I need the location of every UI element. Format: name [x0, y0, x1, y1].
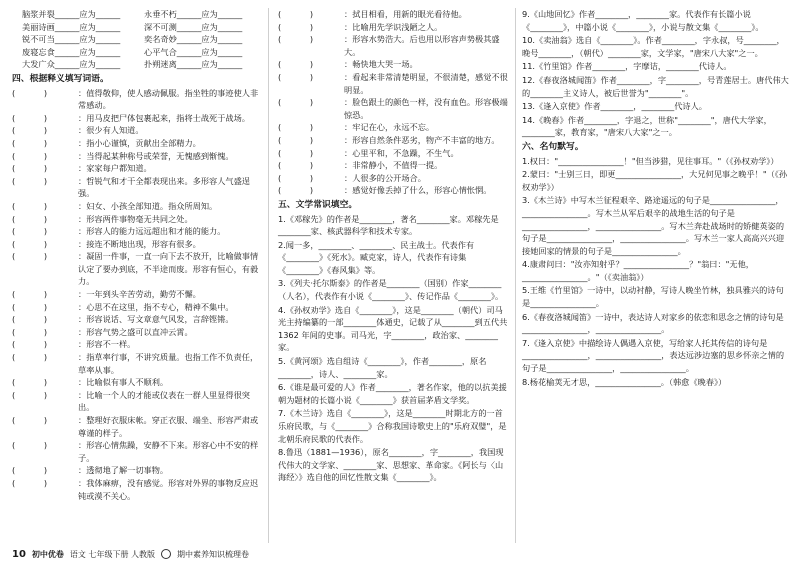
- column-divider: [515, 8, 516, 543]
- definition-text: ：透彻地了解一切事物。: [78, 465, 169, 476]
- dictation-item: 5.王维《竹里馆》一诗中，以动衬静，写诗人晚坐竹林，独具雅兴的诗句是________________。: [522, 285, 784, 309]
- answer-blank[interactable]: ( ): [12, 389, 48, 400]
- answer-blank[interactable]: ( ): [278, 59, 314, 70]
- definition-item: [12, 112, 260, 125]
- definition-item: [12, 175, 260, 200]
- definition-text: ：值得敬仰，使人感动佩服。指坐牲的事迹使人非常感动。: [78, 87, 259, 111]
- definition-text: ：接连不断地出现，形容有很多。: [78, 238, 201, 249]
- question-item: 8.鲁迅（1881—1936），原名________，字________，我国现代伟大的文学家、________家、思想家、革命家。《阿长与〈山海经〉》选自他的回忆性散文集《________》。: [278, 447, 504, 483]
- definition-item: [12, 464, 260, 477]
- definition-item: [12, 150, 260, 163]
- definition-text: ：看起来非常清楚明显，不很清楚，感觉不很明显。: [344, 71, 508, 95]
- book-info: 语文 七年级下册 人教版: [69, 549, 156, 559]
- definition-item: [12, 313, 260, 326]
- answer-blank[interactable]: ( ): [12, 251, 48, 262]
- answer-blank[interactable]: ( ): [12, 415, 48, 425]
- answer-blank[interactable]: ( ): [278, 160, 314, 171]
- pair-left: 脑浆并裂______应为______: [22, 9, 121, 19]
- definition-text: ：心里平和，不急躁，不生气。: [344, 147, 459, 158]
- definition-text: ：拭目相看，用新的眼光看待他。: [344, 9, 467, 19]
- definition-item: [278, 159, 510, 172]
- answer-blank[interactable]: ( ): [12, 440, 48, 451]
- question-item: 3.《列夫·托尔斯泰》的作者是________（国别）作家________（人名），代表作有小说《________》、传记作品《________》。: [278, 278, 504, 302]
- question-item: 11.《竹里馆》作者________，字摩诘，________代诗人。: [522, 61, 732, 72]
- definition-item: [12, 162, 260, 175]
- definition-item: [278, 8, 510, 21]
- answer-blank[interactable]: ( ): [12, 238, 48, 249]
- question-item: 6.《谁是最可爱的人》作者________，著名作家，他的以抗美援朝为题材的长篇小说《________》获首届茅盾文学奖。: [278, 382, 507, 405]
- definition-text: ：用马皮把尸体包裹起来，指将士战死于战场。: [78, 112, 250, 123]
- answer-blank[interactable]: ( ): [12, 175, 48, 186]
- definition-text: ：我体麻痹，没有感觉。形容对外界的事物反应迟钝或漠不关心。: [78, 477, 259, 501]
- definition-item: [278, 21, 510, 34]
- definition-text: ：家家每户都知道。: [78, 163, 152, 174]
- definition-item: [278, 184, 510, 197]
- pair-right: 扑朔迷离______应为______: [144, 59, 243, 70]
- definition-item: [278, 71, 510, 96]
- question-item: 7.《木兰诗》选自《________》，这是________时期北方的一首乐府民歌，与《________》合称我国诗歌史上的"乐府双璧"，是北朝乐府民歌的代表作。: [278, 408, 507, 444]
- answer-blank[interactable]: ( ): [278, 21, 314, 32]
- definition-text: ：畅快地大哭一场。: [344, 59, 418, 70]
- definition-item: [12, 477, 260, 502]
- answer-blank[interactable]: ( ): [12, 339, 48, 350]
- definition-text: ：妇女、小孩全部知道。指众所周知。: [78, 200, 218, 211]
- definition-item: [278, 33, 510, 58]
- right-column: [522, 8, 790, 389]
- definition-text: ：指草率行事，不讲究质量。也指工作不负责任，草率从事。: [78, 352, 259, 375]
- definition-item: [12, 326, 260, 339]
- definition-item: [12, 124, 260, 137]
- literature-questions: [278, 213, 510, 484]
- correction-pairs: [22, 8, 260, 71]
- answer-blank[interactable]: ( ): [12, 289, 48, 300]
- dictation-item: 8.杨花榆荚无才思，________________。（韩愈《晚春》）: [522, 376, 727, 387]
- answer-blank[interactable]: ( ): [12, 465, 48, 476]
- definition-text: ：哲锐气和才干全都表现出来。多形容人气盛逞强。: [78, 175, 250, 199]
- definition-item: [278, 134, 510, 147]
- answer-blank[interactable]: ( ): [12, 112, 48, 123]
- definition-text: ：形容气势之盛可以直冲云霄。: [78, 326, 193, 337]
- definition-item: [12, 389, 260, 414]
- answer-blank[interactable]: ( ): [12, 200, 48, 211]
- answer-blank[interactable]: ( ): [12, 163, 48, 174]
- definition-text: ：形容自然条件恶劣，物产不丰富的地方。: [344, 134, 500, 145]
- definition-text: ：指小心谨慎，贡献出全部精力。: [78, 137, 201, 148]
- pair-right: 深不可测______应为______: [144, 21, 243, 32]
- definition-text: ：比喻似有事人不顺利。: [78, 377, 169, 388]
- question-item: 5.《黄河颂》选自组诗《________》，作者________，原名________，诗人、________家。: [278, 356, 487, 379]
- answer-blank[interactable]: ( ): [278, 134, 314, 145]
- page-footer: [12, 547, 312, 561]
- literature-questions-continued: [522, 8, 790, 139]
- answer-blank[interactable]: ( ): [12, 301, 48, 312]
- definition-item: [12, 351, 260, 376]
- definition-item: [12, 338, 260, 351]
- definition-item: [278, 58, 510, 71]
- definition-item: [278, 121, 510, 134]
- answer-blank[interactable]: ( ): [278, 97, 314, 108]
- pair-left: 锐不可当______应为______: [22, 34, 121, 45]
- answer-blank[interactable]: ( ): [278, 185, 314, 196]
- answer-blank[interactable]: ( ): [278, 147, 314, 158]
- definition-list: [12, 87, 260, 503]
- answer-blank[interactable]: ( ): [12, 326, 48, 337]
- answer-blank[interactable]: ( ): [12, 352, 48, 363]
- left-column: [12, 8, 260, 502]
- answer-blank[interactable]: ( ): [278, 9, 314, 19]
- definition-text: ：比喻一个人的才能或仪表在一群人里显得很突出。: [78, 389, 250, 413]
- definition-item: [12, 200, 260, 213]
- answer-blank[interactable]: ( ): [12, 377, 48, 388]
- question-item: 1.《邓稼先》的作者是________，著名________家。邓稼先是________家、核武器科学和技术专家。: [278, 213, 499, 237]
- definition-item: [12, 250, 260, 288]
- question-item: 9.《山地回忆》作者________，________家。代表作有长篇小说《________》，中篇小说《________》，小说与散文集《________》。: [522, 9, 764, 32]
- definition-item: [12, 87, 260, 112]
- definition-item: [278, 147, 510, 160]
- pair-left: 美丽诗画______应为______: [22, 21, 121, 32]
- question-item: 2.闻一多，________、________、民主战士。代表作有《________》《死水》。臧克家，诗人，代表作有诗集《________》《春风集》等。: [278, 239, 475, 275]
- dictation-item: 1.权曰："________________！"但当涉猎，见往事耳。"（《孙权劝学》）: [522, 155, 779, 166]
- definition-text: ：心思不在这里，指不专心，精神不集中。: [78, 301, 234, 312]
- section-5-title: 五、文学常识填空。: [278, 199, 358, 210]
- definition-text: ：形容人的能力远远超出和才能的能力。: [78, 226, 226, 237]
- definition-item: [12, 225, 260, 238]
- middle-column: [278, 8, 510, 485]
- definition-text: ：脸色跟土的颜色一样，没有血色。形容极端惊恐。: [344, 97, 508, 120]
- definition-item: [12, 301, 260, 314]
- answer-blank[interactable]: ( ): [12, 150, 48, 161]
- brand-name: 初中优卷: [31, 549, 64, 559]
- exam-tag: 期中素养知识梳理卷: [177, 549, 250, 559]
- definition-text: ：很少有人知道。: [78, 125, 144, 136]
- dictation-item: 3.《木兰诗》中写木兰征程艰辛、路途遥远的句子是________________，________________。写木兰从军后艰辛的战地生活的句子是________________，________________。写木兰奔赴战场时的矫健英姿的句子是________________，________________。写木兰一家人高高兴兴迎接她回家的情景的句子是________________。: [522, 195, 785, 256]
- definition-item: [12, 137, 260, 150]
- question-item: 4.《孙权劝学》选自《________》，这是________（朝代）司马光主持编纂的一部________体通史，记载了从________到五代共 1362 年间的史事。司马光，字________，政治家、________家。: [278, 304, 508, 353]
- dictation-item: 4.康肃问曰："汝亦知射乎？________________？"翁曰："无他，________________。"（《卖油翁》）: [522, 259, 754, 282]
- definition-item: [278, 172, 510, 185]
- definition-item: [12, 238, 260, 251]
- pair-right: 心平气合______应为______: [144, 46, 243, 57]
- answer-blank[interactable]: ( ): [12, 137, 48, 148]
- definition-text: ：牢记在心，永远不忘。: [344, 122, 435, 133]
- dictation-item: 2.蒙曰："士别三日，即更________________，大兄何见事之晚乎！"（《孙权劝学》）: [522, 169, 788, 192]
- definition-text: ：一年到头辛苦劳动，勤劳不懈。: [78, 289, 201, 300]
- page-number: 10: [12, 548, 26, 560]
- answer-blank[interactable]: ( ): [12, 213, 48, 224]
- answer-blank[interactable]: ( ): [278, 172, 314, 183]
- pair-left: 大发广众______应为______: [22, 59, 121, 70]
- definition-list-continued: [278, 8, 510, 197]
- definition-text: ：人很多的公开场合。: [344, 172, 426, 183]
- dictation-item: 6.《春夜洛城闻笛》一诗中，表达诗人对家乡的依恋和思念之情的诗句是________________，________________。: [522, 311, 784, 335]
- pair-right: 奕名奇妙______应为______: [144, 34, 243, 45]
- pair-left: 废寝忘食______应为______: [22, 46, 121, 57]
- question-item: 13.《逢入京使》作者________，________代诗人。: [522, 101, 707, 112]
- definition-text: ：形容说话、写文章意气风发，言辞铿锵。: [78, 314, 234, 325]
- definition-text: ：非常静小，不值得一提。: [344, 160, 443, 171]
- answer-blank[interactable]: ( ): [12, 226, 48, 237]
- definition-item: [12, 376, 260, 389]
- question-item: 12.《春夜洛城闻笛》作者________，字________，号青莲居士。唐代伟大的________主义诗人，被后世誉为"________"。: [522, 74, 789, 98]
- definition-text: ：感觉好像丢掉了什么，形容心情怅惘。: [344, 185, 492, 196]
- answer-blank[interactable]: ( ): [12, 87, 48, 98]
- definition-item: [278, 96, 510, 121]
- poetry-dictation: [522, 155, 790, 389]
- question-item: 10.《卖油翁》选自《________》。作者________，字永叔，号________，晚号________，（朝代）________家，文学家，"唐宋八大家"之一。: [522, 35, 785, 58]
- column-divider: [268, 8, 269, 543]
- circle-icon: [161, 549, 171, 559]
- question-item: 14.《晚春》作者________，字退之，世称"________"，唐代大学家，________家，教育家，"唐宋八大家"之一。: [522, 114, 772, 138]
- answer-blank[interactable]: ( ): [12, 314, 48, 325]
- answer-blank[interactable]: ( ): [278, 122, 314, 133]
- answer-blank[interactable]: ( ): [278, 34, 314, 45]
- definition-text: ：形容不一样。: [78, 339, 136, 350]
- definition-text: ：整理好衣服床帐。穿正衣服、端坐、形容严肃或尊谨的样子。: [78, 415, 259, 438]
- definition-item: [12, 288, 260, 301]
- definition-text: ：凝固一件事，一直一向下去不放开，比喻做事情认定了要办到底，不半途而废。形容有恒心，有毅力。: [78, 251, 259, 287]
- pair-right: 永垂不朽______应为______: [144, 9, 243, 19]
- definition-item: [12, 414, 260, 439]
- definition-text: ：当得起某种称号或荣誉，无愧感到惭愧。: [78, 150, 234, 161]
- answer-blank[interactable]: ( ): [12, 125, 48, 136]
- definition-item: [12, 213, 260, 226]
- definition-text: ：形容心情焦躁，安静不下来。形容心中不安的样子。: [78, 440, 259, 463]
- section-4-title: 四、根据释义填写词语。: [12, 73, 109, 84]
- definition-text: ：形容水势浩大。后也用以形容声势极其盛大。: [344, 34, 500, 57]
- answer-blank[interactable]: ( ): [278, 71, 314, 82]
- section-6-title: 六、名句默写。: [522, 141, 584, 152]
- answer-blank[interactable]: ( ): [12, 477, 48, 488]
- definition-text: ：形容两件事物毫无共同之处。: [78, 213, 193, 224]
- definition-text: ：比喻用先学识浅陋之人。: [344, 21, 443, 32]
- definition-item: [12, 439, 260, 464]
- dictation-item: 7.《逢入京使》中描绘诗人偶遇入京使，写给家人托其传信的诗句是________________，________________，表达远涉边塞的思乡怀亲之情的句子是________________，________________。: [522, 337, 785, 374]
